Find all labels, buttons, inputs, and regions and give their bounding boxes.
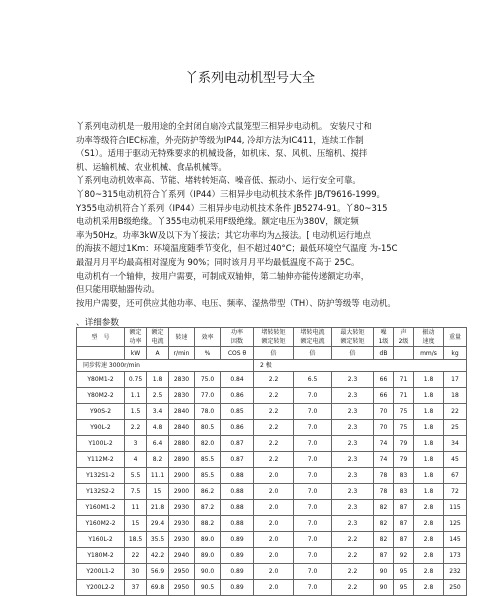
paragraph-line: （S1）。适用于驱动无特殊要求的机械设备，如机床、泵、风机、压缩机、搅拌: [76, 148, 368, 159]
column-header: 振动 速度: [414, 328, 444, 347]
value-cell: 0.87: [221, 452, 254, 468]
column-header: 重量: [444, 328, 467, 347]
paragraph-line: 丫系列电动机效率高、节能、堵转转矩高、噪音低、振动小、运行安全可靠。: [76, 175, 361, 186]
value-cell: 69.8: [147, 580, 169, 596]
value-cell: 2840: [169, 420, 195, 436]
model-cell: Y200L2-2: [77, 580, 125, 596]
value-cell: 2.2: [332, 532, 374, 548]
column-unit: COS θ: [221, 347, 254, 360]
value-cell: 87: [374, 548, 394, 564]
table-row: [77, 420, 467, 436]
value-cell: 0.88: [221, 468, 254, 484]
value-cell: 22: [444, 404, 467, 420]
value-cell: 2.3: [332, 404, 374, 420]
value-cell: 42.2: [147, 548, 169, 564]
value-cell: 4.8: [147, 420, 169, 436]
model-cell: Y132S2-2: [77, 484, 125, 500]
value-cell: 2.0: [254, 484, 294, 500]
value-cell: 115: [444, 500, 467, 516]
value-cell: 18: [444, 388, 467, 404]
value-cell: 2.0: [254, 532, 294, 548]
value-cell: 2.3: [332, 436, 374, 452]
value-cell: 66: [374, 388, 394, 404]
value-cell: 2.0: [254, 548, 294, 564]
value-cell: 0.88: [221, 484, 254, 500]
column-header: 型 号: [77, 328, 125, 347]
value-cell: 125: [444, 516, 467, 532]
paragraph-line: 率为50Hz。功率3kW及以下为丫接法；其它功率均为△接法。[ 电动机运行地点: [76, 229, 372, 240]
value-cell: 15: [125, 516, 147, 532]
value-cell: 0.88: [221, 500, 254, 516]
value-cell: 74: [374, 452, 394, 468]
value-cell: 7.0: [294, 564, 332, 580]
column-unit: mm/s: [414, 347, 444, 360]
value-cell: 145: [444, 532, 467, 548]
column-unit: 倍: [294, 347, 332, 360]
value-cell: 2.2: [254, 388, 294, 404]
value-cell: 45: [444, 452, 467, 468]
value-cell: 1.5: [125, 404, 147, 420]
value-cell: 6.5: [294, 372, 332, 388]
table-row: [77, 452, 467, 468]
value-cell: 7.0: [294, 404, 332, 420]
value-cell: 67: [444, 468, 467, 484]
value-cell: 2.2: [254, 452, 294, 468]
value-cell: 2.3: [332, 500, 374, 516]
table-header: [77, 328, 467, 360]
column-unit: r/min: [169, 347, 195, 360]
value-cell: 15: [147, 484, 169, 500]
model-cell: Y132S1-2: [77, 468, 125, 484]
value-cell: 90.5: [195, 580, 221, 596]
value-cell: 2900: [169, 468, 195, 484]
value-cell: 2.3: [332, 372, 374, 388]
column-unit: A: [147, 347, 169, 360]
model-cell: Y80M1-2: [77, 372, 125, 388]
table-row: [77, 468, 467, 484]
paragraph-line: 丫系列电动机是一般用途的全封闭自扇冷式鼠笼型三相异步电动机。 安装尺寸和: [76, 121, 372, 131]
value-cell: 232: [444, 564, 467, 580]
column-header: 额定 功率: [125, 328, 147, 347]
value-cell: 2.2: [254, 372, 294, 388]
value-cell: 25: [444, 420, 467, 436]
value-cell: 2950: [169, 580, 195, 596]
value-cell: 0.89: [221, 564, 254, 580]
model-cell: Y160M2-2: [77, 516, 125, 532]
table-row: [77, 484, 467, 500]
value-cell: 2.8: [414, 580, 444, 596]
value-cell: 173: [444, 548, 467, 564]
column-unit: [394, 347, 414, 360]
value-cell: 0.89: [221, 580, 254, 596]
value-cell: 2.3: [332, 468, 374, 484]
column-header: 转速: [169, 328, 195, 347]
sync-speed-row: [77, 360, 467, 372]
value-cell: 2.8: [414, 500, 444, 516]
value-cell: 1.8: [414, 372, 444, 388]
value-cell: 7.0: [294, 548, 332, 564]
value-cell: 2830: [169, 372, 195, 388]
column-unit: %: [195, 347, 221, 360]
value-cell: 90: [374, 580, 394, 596]
value-cell: 95: [394, 580, 414, 596]
value-cell: 35.5: [147, 532, 169, 548]
column-unit: 倍: [254, 347, 294, 360]
value-cell: 1.8: [414, 452, 444, 468]
value-cell: 0.89: [221, 532, 254, 548]
value-cell: 82.0: [195, 436, 221, 452]
value-cell: 7.0: [294, 436, 332, 452]
value-cell: 7.0: [294, 516, 332, 532]
value-cell: 17: [444, 372, 467, 388]
paragraph-line: Y355电动机符合丫系列（IP44）三相异步电动机技术条件 JB5274-91。丫80~315: [76, 202, 388, 213]
value-cell: 7.0: [294, 388, 332, 404]
value-cell: 72: [444, 484, 467, 500]
value-cell: 1.8: [414, 404, 444, 420]
value-cell: 2.2: [254, 420, 294, 436]
value-cell: 7.0: [294, 580, 332, 596]
value-cell: 1.8: [414, 388, 444, 404]
column-unit: [77, 347, 125, 360]
value-cell: 2.0: [254, 564, 294, 580]
value-cell: 2.2: [332, 548, 374, 564]
paragraph-line: 电动机采用B级绝缘。丫355电动机采用F级绝缘。额定电压为380V，额定频: [76, 216, 359, 227]
value-cell: 2.2: [332, 580, 374, 596]
value-cell: 83: [394, 484, 414, 500]
value-cell: 75.0: [195, 372, 221, 388]
value-cell: 85.5: [195, 452, 221, 468]
value-cell: 82: [374, 516, 394, 532]
value-cell: 0.86: [221, 420, 254, 436]
value-cell: 1.8: [147, 372, 169, 388]
model-cell: Y80M2-2: [77, 388, 125, 404]
value-cell: 2.0: [254, 580, 294, 596]
model-cell: Y90L-2: [77, 420, 125, 436]
value-cell: 70: [374, 420, 394, 436]
value-cell: 2.3: [332, 388, 374, 404]
column-header: 最大转矩 额定转矩: [332, 328, 374, 347]
value-cell: 2930: [169, 516, 195, 532]
table-row: [77, 436, 467, 452]
intro-text: [76, 120, 452, 310]
value-cell: 250: [444, 580, 467, 596]
table-row: [77, 548, 467, 564]
value-cell: 2.8: [414, 516, 444, 532]
value-cell: 85.5: [195, 468, 221, 484]
model-cell: Y100L-2: [77, 436, 125, 452]
column-header: 功率 因数: [221, 328, 254, 347]
value-cell: 1.8: [414, 436, 444, 452]
value-cell: 1.8: [414, 420, 444, 436]
value-cell: 7.5: [125, 484, 147, 500]
value-cell: 2940: [169, 548, 195, 564]
value-cell: 2.5: [147, 388, 169, 404]
value-cell: 7.0: [294, 468, 332, 484]
value-cell: 88.2: [195, 516, 221, 532]
column-unit: kW: [125, 347, 147, 360]
column-unit: dB: [374, 347, 394, 360]
value-cell: 2950: [169, 564, 195, 580]
table-row: [77, 388, 467, 404]
value-cell: 1.1: [125, 388, 147, 404]
pole-label: 2 极: [254, 360, 467, 372]
value-cell: 2840: [169, 404, 195, 420]
column-unit: kg: [444, 347, 467, 360]
value-cell: 79: [394, 452, 414, 468]
value-cell: 11: [125, 500, 147, 516]
value-cell: 2880: [169, 436, 195, 452]
value-cell: 90: [374, 564, 394, 580]
value-cell: 37: [125, 580, 147, 596]
value-cell: 1.8: [414, 484, 444, 500]
value-cell: 92: [394, 548, 414, 564]
value-cell: 89.0: [195, 532, 221, 548]
model-cell: Y160M1-2: [77, 500, 125, 516]
value-cell: 8.2: [147, 452, 169, 468]
value-cell: 82: [374, 500, 394, 516]
table-row: [77, 500, 467, 516]
value-cell: 74: [374, 436, 394, 452]
value-cell: 86.2: [195, 484, 221, 500]
value-cell: 71: [394, 388, 414, 404]
value-cell: 75: [394, 404, 414, 420]
value-cell: 0.87: [221, 436, 254, 452]
value-cell: 2930: [169, 500, 195, 516]
value-cell: 29.4: [147, 516, 169, 532]
value-cell: 7.0: [294, 484, 332, 500]
value-cell: 3.4: [147, 404, 169, 420]
value-cell: 2.8: [414, 548, 444, 564]
table-row: [77, 404, 467, 420]
value-cell: 5.5: [125, 468, 147, 484]
value-cell: 2890: [169, 452, 195, 468]
value-cell: 2900: [169, 484, 195, 500]
value-cell: 2.0: [254, 468, 294, 484]
value-cell: 78: [374, 484, 394, 500]
value-cell: 0.89: [221, 548, 254, 564]
value-cell: 7.0: [294, 532, 332, 548]
model-cell: Y180M-2: [77, 548, 125, 564]
value-cell: 2.2: [125, 420, 147, 436]
value-cell: 75: [394, 420, 414, 436]
value-cell: 87: [394, 500, 414, 516]
column-header: 效率: [195, 328, 221, 347]
value-cell: 2.3: [332, 452, 374, 468]
value-cell: 0.88: [221, 516, 254, 532]
paragraph-line: 电动机有一个轴伸，按用户需要，可制成双轴伸，第二轴伸亦能传递额定功率，: [76, 270, 370, 281]
value-cell: 3: [125, 436, 147, 452]
value-cell: 2.0: [254, 516, 294, 532]
table-row: [77, 580, 467, 596]
value-cell: 82: [374, 532, 394, 548]
value-cell: 0.75: [125, 372, 147, 388]
value-cell: 80.5: [195, 420, 221, 436]
value-cell: 87.2: [195, 500, 221, 516]
value-cell: 0.86: [221, 388, 254, 404]
value-cell: 2.3: [332, 420, 374, 436]
value-cell: 71: [394, 372, 414, 388]
value-cell: 7.0: [294, 452, 332, 468]
value-cell: 70: [374, 404, 394, 420]
paragraph-line: 但只能用联轴器传动。: [76, 284, 160, 295]
value-cell: 6.4: [147, 436, 169, 452]
model-cell: Y160L-2: [77, 532, 125, 548]
paragraph-line: 的海拔不超过1Km：环境温度随季节变化，但不超过40°C；最低环境空气温度 为-15C: [76, 243, 398, 254]
value-cell: 79: [394, 436, 414, 452]
value-cell: 21.8: [147, 500, 169, 516]
value-cell: 89.0: [195, 548, 221, 564]
paragraph-line: 按用户需要，还可供应其他功率、电压、频率、湿热带型（TH）、防护等级等 电动机。: [76, 297, 396, 308]
value-cell: 11.1: [147, 468, 169, 484]
parameter-table: [76, 327, 467, 596]
value-cell: 30: [125, 564, 147, 580]
value-cell: 78: [374, 468, 394, 484]
value-cell: 2.2: [254, 404, 294, 420]
value-cell: 22: [125, 548, 147, 564]
sync-speed-label: 同步转速 3000r/min: [77, 360, 254, 372]
page-title: 丫系列电动机型号大全: [184, 71, 315, 86]
value-cell: 7.0: [294, 420, 332, 436]
value-cell: 78.0: [195, 404, 221, 420]
value-cell: 0.84: [221, 372, 254, 388]
model-cell: Y112M-2: [77, 452, 125, 468]
column-header: 声 2级: [394, 328, 414, 347]
value-cell: 0.85: [221, 404, 254, 420]
table-row: [77, 532, 467, 548]
value-cell: 77.0: [195, 388, 221, 404]
table-body: [77, 360, 467, 596]
paragraph-line: 最湿月月平均最高相对湿度为 90%；同时该月月平均最低温度不高于 25C。: [76, 256, 360, 267]
value-cell: 34: [444, 436, 467, 452]
model-cell: Y200L1-2: [77, 564, 125, 580]
paragraph-line: 功率等级符合IEC标准，外壳防护等级为IP44, 冷却方法为IC411，连续工作制: [76, 134, 364, 145]
column-header: 堵转电流 额定电流: [294, 328, 332, 347]
value-cell: 95: [394, 564, 414, 580]
column-header: 堵转转矩 额定转矩: [254, 328, 294, 347]
column-header: 噪 1级: [374, 328, 394, 347]
paragraph-line: 机、运输机械、农业机械、食品机械等。: [76, 161, 227, 172]
table-row: [77, 372, 467, 388]
column-header: 额定 电流: [147, 328, 169, 347]
paragraph-line: 丫80~315电动机符合丫系列（IP44）三相异步电动机技术条件 JB/T9616-1999。: [76, 188, 385, 199]
value-cell: 56.9: [147, 564, 169, 580]
section-title: 、详细参数: [76, 318, 119, 328]
value-cell: 2.8: [414, 564, 444, 580]
value-cell: 2.8: [414, 532, 444, 548]
value-cell: 2.2: [332, 564, 374, 580]
value-cell: 1.8: [414, 468, 444, 484]
value-cell: 2.3: [332, 484, 374, 500]
value-cell: 87: [394, 516, 414, 532]
value-cell: 4: [125, 452, 147, 468]
value-cell: 7.0: [294, 500, 332, 516]
value-cell: 2.0: [254, 500, 294, 516]
value-cell: 18.5: [125, 532, 147, 548]
value-cell: 2930: [169, 532, 195, 548]
value-cell: 2830: [169, 388, 195, 404]
value-cell: 90.0: [195, 564, 221, 580]
value-cell: 2.2: [254, 436, 294, 452]
value-cell: 87: [394, 532, 414, 548]
value-cell: 2.3: [332, 516, 374, 532]
value-cell: 83: [394, 468, 414, 484]
value-cell: 66: [374, 372, 394, 388]
model-cell: Y90S-2: [77, 404, 125, 420]
column-unit: 倍: [332, 347, 374, 360]
table-row: [77, 516, 467, 532]
